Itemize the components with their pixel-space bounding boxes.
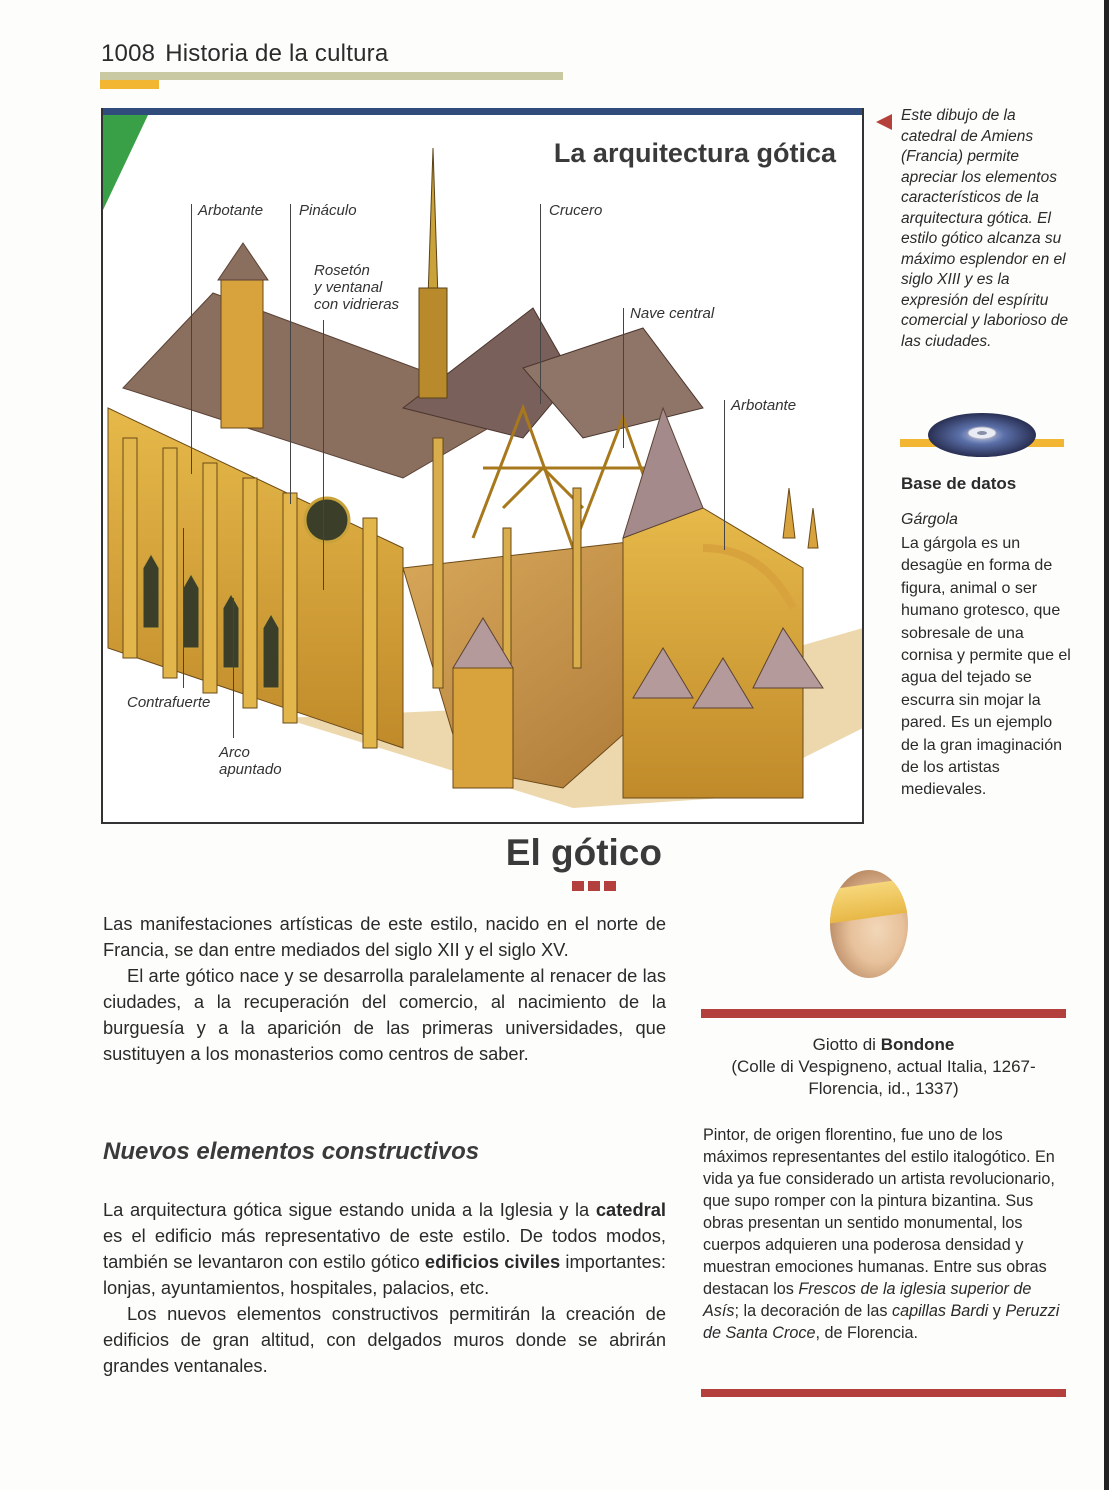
bio-heading: [701, 1034, 1066, 1100]
scan-edge: [1104, 0, 1109, 1490]
figure-top-bar: [103, 108, 862, 115]
intro-paragraph: Las manifestaciones artísticas de este estilo, nacido en el norte de Francia, se dan entre mediados del siglo XII y el siglo XV.: [103, 913, 666, 960]
text-run: Pintor, de origen florentino, fue uno de los máximos representantes del estilo italogótico. En vida ya fue considerado un artista revolucionario, que supo romper con la pintura bizantina. Sus obras presentan un sentido monumental, los cuerpos adquieren una poderosa densidad y muestran emociones humanas. Entre sus obras destacan los: [703, 1126, 1055, 1298]
portrait-hat: [830, 879, 908, 924]
leader-crucero: [540, 204, 541, 404]
leader-pinaculo: [290, 204, 291, 504]
section-paragraph: Los nuevos elementos constructivos permitirán la creación de edificios de gran altitud, con delgados muros donde se abrirán grandes ventanales.: [103, 1303, 666, 1376]
leader-arbotante-right: [724, 400, 725, 550]
running-title: Historia de la cultura: [165, 40, 389, 67]
label-roseton-line1: Rosetón: [314, 262, 370, 279]
spire-base: [419, 288, 447, 398]
term-catedral: catedral: [595, 1199, 666, 1220]
text-run: ; la decoración de las: [734, 1302, 892, 1320]
caption-arrow-icon: [876, 114, 892, 130]
label-arco-line1: Arco: [219, 744, 250, 761]
leader-contrafuerte: [183, 528, 184, 688]
west-tower-roof: [218, 243, 268, 280]
subsection-title: Nuevos elementos constructivos: [103, 1138, 480, 1165]
leader-arco: [233, 598, 234, 738]
leader-roseton: [323, 320, 324, 590]
running-head: [101, 40, 388, 68]
section-title: El gótico: [505, 832, 662, 873]
label-roseton: [314, 262, 399, 313]
pinnacles: [783, 488, 818, 548]
bio-name: [701, 1034, 1066, 1056]
label-arco-line2: apuntado: [219, 761, 282, 778]
side-chapel: [453, 668, 513, 788]
section-text: [103, 1197, 666, 1379]
title-ornament-square: [604, 881, 616, 891]
page-number: 1008: [101, 40, 156, 67]
label-arbotante-right: Arbotante: [731, 397, 797, 414]
section-paragraph: [103, 1197, 666, 1301]
cd-disc-icon: [927, 410, 1037, 460]
bio-rule-top: [701, 1009, 1066, 1018]
rose-window: [305, 498, 349, 542]
bio-text: [703, 1124, 1066, 1344]
portrait-giotto: [830, 870, 908, 978]
title-ornament-square: [572, 881, 584, 891]
figure-corner-triangle: [103, 115, 148, 210]
label-nave-central: Nave central: [630, 305, 715, 322]
text-run: importantes: lonjas, ayuntamientos, hospitales, palacios, etc.: [103, 1251, 666, 1298]
term-edificios-civiles: edificios civiles: [424, 1251, 561, 1272]
label-arbotante-left: Arbotante: [198, 202, 264, 219]
figure-caption: Este dibujo de la catedral de Amiens (Francia) permite apreciar los elementos característicos de la arquitectura gótica. El estilo gótico alcanza su máximo esplendor en el siglo XIII y es la expresión del espíritu comercial y laborioso de las ciudades.: [901, 107, 1069, 350]
cathedral-figure: [101, 108, 864, 824]
bio-dates: (Colle di Vespigneno, actual Italia, 1267-Florencia, id., 1337): [731, 1057, 1036, 1098]
work-title: capillas Bardi: [891, 1302, 989, 1320]
bio-first-name: Giotto di: [812, 1035, 881, 1054]
label-pinaculo: Pináculo: [299, 202, 357, 219]
bio-rule-bottom: [701, 1389, 1066, 1397]
text-run: es el edificio más representativo de este estilo. De todos modos, también se levantaron con estilo gótico: [103, 1225, 666, 1272]
text-run: , de Florencia.: [815, 1324, 919, 1342]
leader-arbotante-left: [191, 204, 192, 474]
label-arco-apuntado: [219, 744, 282, 778]
figure-title: La arquitectura gótica: [553, 138, 836, 168]
header-rule: [100, 72, 563, 80]
work-title: Peruzzi de Santa Croce: [703, 1302, 1060, 1342]
text-run: y: [988, 1302, 1006, 1320]
work-title: Frescos de la iglesia superior de Asís: [703, 1280, 1032, 1320]
title-ornament-square: [588, 881, 600, 891]
text-run: La arquitectura gótica sigue estando unida a la Iglesia y la: [103, 1199, 596, 1220]
database-title: Base de datos: [901, 474, 1017, 493]
intro-paragraph: El arte gótico nace y se desarrolla paralelamente al renacer de las ciudades, a la recuperación del comercio, al nacimiento de la burguesía y a la aparición de las primeras universidades, que sustituyen a los monasterios como centros de saber.: [103, 965, 666, 1064]
label-roseton-line2: y ventanal: [314, 279, 383, 296]
intro-text: [103, 911, 666, 1067]
label-contrafuerte: Contrafuerte: [127, 694, 211, 711]
header-accent-bar: [100, 80, 159, 89]
west-tower: [221, 278, 263, 428]
database-text: La gárgola es un desagüe en forma de figura, animal o ser humano grotesco, que sobresale de una cornisa y permite que el agua del tejado se escurra sin mojar la pared. Es un ejemplo de la gran imaginación de los artistas medievales.: [901, 535, 1071, 799]
leader-nave-central: [623, 308, 624, 448]
database-term: Gárgola: [901, 511, 958, 528]
bio-surname: Bondone: [880, 1035, 955, 1054]
label-crucero: Crucero: [549, 202, 603, 219]
label-roseton-line3: con vidrieras: [314, 296, 400, 313]
